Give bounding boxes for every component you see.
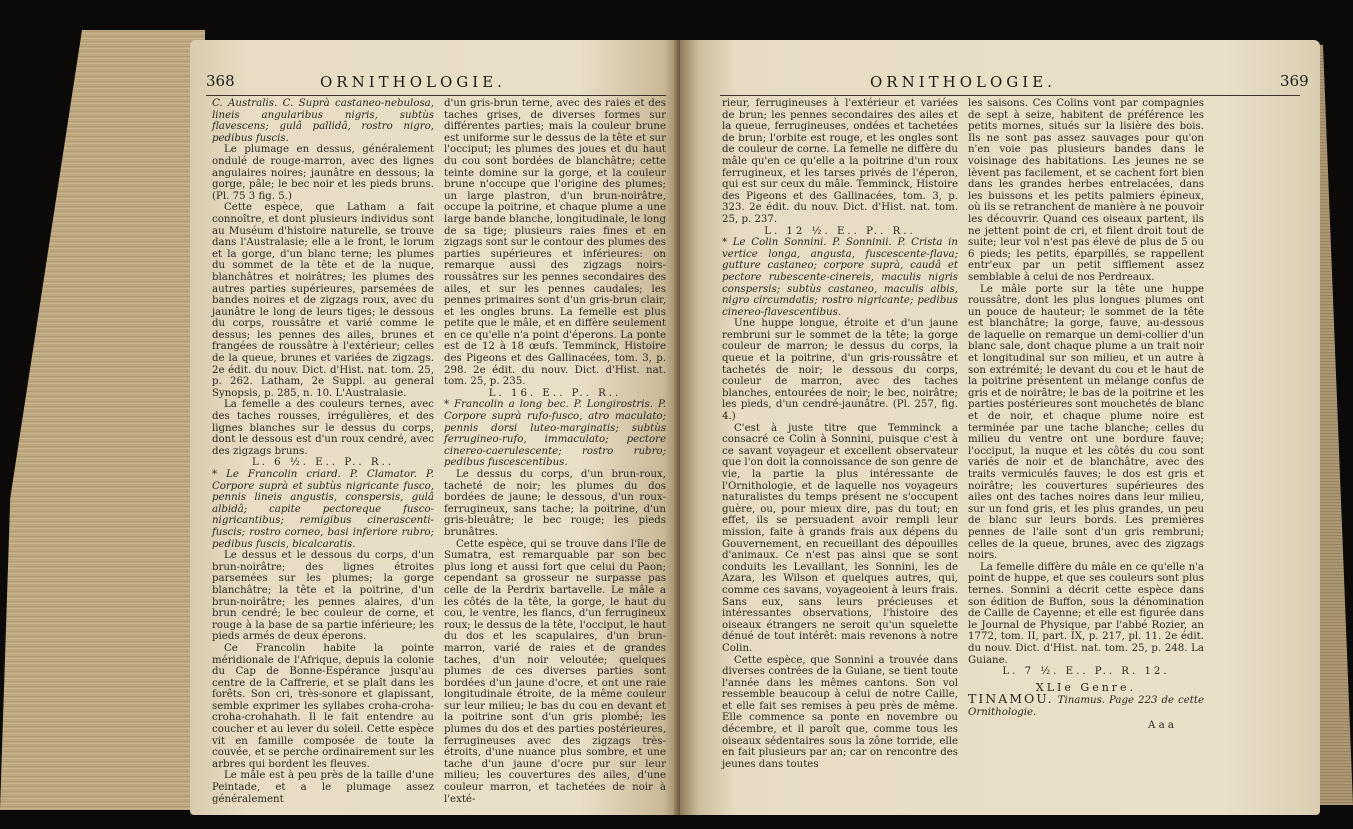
paragraph: La femelle diffère du mâle en ce qu'elle n'a point de huppe, et que ses couleurs sont plus ternes. Sonnini a décrit cette espèce dans son édition de Buffon, sous la dénomination de Caille de Cayenne; et elle est figurée dans le Journal de Physique, par l'abbé Rozier, an 1772, tom. II, part. IX, p. 217, pl. 11. 2e édit. du nouv. Dict. d'Hist. nat. tom. 25, p. 248. La Guiane. (968, 561, 1204, 666)
left-page-number: 368 (206, 72, 235, 90)
tinamou-text: Tinamus. Page 223 de cette Ornithologie. (968, 695, 1204, 718)
paragraph: Une huppe longue, étroite et d'un jaune rembruni sur le sommet de la tête; la gorge couleur de marron; le dessus du corps, la queue et la poitrine, d'un gris-roussâtre et tachetés de noir; le dessous du corps, couleur de marron, avec des taches blanches, entourées de noir; le bec, noirâtre; les pieds, d'un cendré-jaunâtre. (Pl. 257, fig. 4.) (722, 318, 958, 423)
left-header-rule (206, 95, 666, 96)
left-column-1 (212, 98, 434, 805)
tinamou-entry (968, 693, 1204, 718)
left-running-head: ORNITHOLOGIE. (320, 73, 506, 91)
paragraph: les saisons. Ces Colins vont par compagnies de sept à seize, habitent de préférence les petits mornes, situés sur la lisière des bois. Ils ne sont pas assez sauvages pour qu'on n'en voie pas plusieurs bandes dans le voisinage des habitations. Les jeunes ne se lèvent pas facilement, et se cachent fort bien dans les grandes herbes entrelacées, dans les buissons et les petits palmiers épineux, où ils se retranchent de manière à ne pouvoir les découvrir. Quand ces oiseaux partent, ils ne jettent point de cri, et filent droit tout de suite; leur vol n'est pas élevé de plus de 5 ou 6 pieds; les petits, éparpillés, se rappellent entr'eux par un petit sifflement assez semblable à celui de nos Perdreaux. (968, 98, 1204, 283)
paragraph: C. Australis. C. Suprà castaneo-nebulosa, lineis angularibus nigris, subtùs flavescens; gulâ pallidâ, rostro nigro, pedibus fuscis. (212, 98, 434, 144)
right-column-1 (722, 98, 958, 770)
genre-heading: XLIe Genre. (1035, 680, 1137, 694)
signature-mark: A a a (1148, 720, 1174, 732)
right-page-number: 369 (1280, 72, 1309, 90)
paragraph: d'un gris-brun terne, avec des raies et des taches grises, de diverses formes sur différentes parties; mais la couleur brune est uniforme sur le dessus de la tête et sur l'occiput; les plumes des joues et du haut du cou sont bordées de blanchâtre; cette teinte domine sur la gorge, et la couleur brune n'occupe que l'origine des plumes; un large plastron, d'un brun-noirâtre, occupe la poitrine, et chaque plume a une large bande blanche, longitudinale, le long de sa tige; plusieurs raies fines et en zigzags sont sur le contour des plumes des parties supérieures et inférieures: on remarque aussi des zigzags noirs-roussâtres sur les pennes secondaires des ailes, et sur les pennes caudales; les pennes primaires sont d'un gris-brun clair, et les ongles bruns. La femelle est plus petite que le mâle, et en diffère seulement en ce qu'elle n'a point d'éperons. La ponte est de 12 à 18 œufs. Temminck, Histoire des Pigeons et des Gallinacées, tom. 3, p. 298. 2e édit. du nouv. Dict. d'Hist. nat. tom. 25, p. 235. (444, 98, 666, 388)
paragraph: C'est à juste titre que Temminck a consacré ce Colin à Sonnini, puisque c'est à ce savant voyageur et excellent observateur que l'on doit la connoissance de son genre de vie, la partie la plus intéressante de l'Ornithologie, et de laquelle nos voyageurs naturalistes du temps présent ne s'occupent guère, ou, pour mieux dire, pas du tout; en effet, ils se persuadent avoir rempli leur mission, faite à grands frais aux dépens du Gouvernement, en recueillant des dépouilles d'animaux. Ce n'est pas ainsi que se sont conduits les Levaillant, les Sonnini, les de Azara, les Wilson et quelques autres, qui, comme ces savans, voyageoient à leurs frais. Sans eux, sans leurs précieuses et intéressantes observations, l'histoire des oiseaux étrangers ne seroit qu'un squelette dénué de tout intérêt: mais revenons à notre Colin. (722, 422, 958, 654)
measurement-line: L. 7 ½. E.. P.. R. 12. (1002, 666, 1170, 678)
species-heading: * Le Francolin criard. P. Clamator. P. Corpore suprà et subtùs nigricante fusco, pennis lineis angustis, conspersis, gulâ albidâ; capite pectoreque fusco-nigricantibus; remigibus cinerascenti-fuscis; rostro corneo, basi inferiore rubro; pedibus fuscis, bicalcaratis. (212, 469, 434, 550)
species-heading: * Le Colin Sonnini. P. Sonninii. P. Crista in vertice longa, angusta, fuscescente-flava; gutture castaneo; corpore suprà, caudâ et pectore rubescente-cinereis, maculis nigris conspersis; subtùs castaneo, maculis albis, nigro circumdatis; rostro nigricante; pedibus cinereo-flavescentibus. (722, 237, 958, 318)
right-page (680, 40, 1320, 815)
species-heading: * Francolin a long bec. P. Longirostris. P. Corpore suprà rufo-fusco, atro maculato; pennis dorsi luteo-marginatis; subtùs ferrugineo-rufo, immaculato; pectore cinereo-caerulescente; rostro rubro; pedibus fuscescentibus. (444, 399, 666, 469)
paragraph: Cette espèce, qui se trouve dans l'île de Sumatra, est remarquable par son bec plus long et aussi fort que celui du Paon; cependant sa grosseur ne surpasse pas celle de la Perdrix bartavelle. Le mâle a les côtés de la tête, la gorge, le haut du cou, le ventre, les flancs, d'un ferrugineux roux; le dessus de la tête, l'occiput, le haut du dos et les scapulaires, d'un brun-marron, varié de raies et de grandes taches, d'un noir veloutée; quelques plumes de ces diverses parties sont bordées d'un jaune d'ocre, et ont une raie longitudinale étroite, de la même couleur sur leur milieu; le bas du cou en devant et la poitrine sont d'un gris plombé; les plumes du dos et des parties postérieures, ferrugineuses avec des zigzags très-étroits, d'une nuance plus sombre, et une tache d'un jaune d'ocre pur sur leur milieu; les couvertures des ailes, d'une couleur marron, et tachetées de noir à l'exté- (444, 538, 666, 805)
measurement-line: L. 6 ½. E.. P.. R.. (251, 457, 395, 469)
paragraph: Ce Francolin habite la pointe méridionale de l'Afrique, depuis la colonie du Cap de Bonne-Espérance jusqu'au centre de la Caffrerie, et se plaît dans les forêts. Son cri, très-sonore et glapissant, semble exprimer les syllabes croha-croha-croha-crohahath. Il le fait entendre au coucher et au lever du soleil. Cette espèce vit en famille composée de toute la couvée, et se perche ordinairement sur les arbres qui bordent les fleuves. (212, 642, 434, 770)
left-page (190, 40, 678, 815)
paragraph: rieur, ferrugineuses à l'extérieur et variées de brun; les pennes secondaires des ailes et la queue, ferrugineuses, ondées et tachetées de brun; l'orbite est rouge, et les ongles sont de couleur de corne. La femelle ne diffère du mâle qu'en ce qu'elle a la poitrine d'un roux ferrugineux, et les tarses privés de l'éperon, qui est sur ceux du mâle. Temminck, Histoire des Pigeons et des Gallinacées, tom. 3, p. 323. 2e édit. du nouv. Dict. d'Hist. nat. tom. 25, p. 237. (722, 98, 958, 225)
left-column-2 (444, 98, 666, 805)
paragraph: Le dessus du corps, d'un brun-roux, tacheté de noir; les plumes du dos bordées de jaune; le dessous, d'un roux-ferrugineux, sans tache; la poitrine, d'un gris-bleuâtre; le bec rouge; les pieds brunâtres. (444, 469, 666, 538)
paragraph: Le dessus et le dessous du corps, d'un brun-noirâtre; des lignes étroites parsemées sur les plumes; la gorge blanchâtre; la tête et la poitrine, d'un brun-noirâtre; les pennes alaires, d'un brun cendré; le bec couleur de corne, et rouge à la base de sa partie inférieure; les pieds armés de deux éperons. (212, 550, 434, 643)
paragraph: La femelle a des couleurs ternes, avec des taches rousses, irrégulières, et des lignes blanches sur le dessus du corps, dont le dessous est d'un roux cendré, avec des zigzags bruns. (212, 399, 434, 457)
right-header-rule (720, 95, 1300, 96)
tinamou-name: TINAMOU. (968, 691, 1054, 707)
measurement-line: L. 16. E.. P.. R.. (488, 387, 622, 399)
left-page-edges (0, 30, 205, 810)
paragraph: Le mâle est à peu près de la taille d'une Peintade, et a le plumage assez généralement (212, 770, 434, 805)
right-column-2 (968, 98, 1204, 732)
right-running-head: ORNITHOLOGIE. (870, 73, 1056, 91)
paragraph: Le plumage en dessus, généralement ondulé de rouge-marron, avec des lignes angulaires noires; jaunâtre en dessous; la gorge, pâle; le bec noir et les pieds bruns. (Pl. 75 3 fig. 5.) (212, 144, 434, 202)
measurement-line: L. 12 ½. E.. P.. R.. (764, 225, 916, 237)
paragraph: Le mâle porte sur la tête une huppe roussâtre, dont les plus longues plumes ont un pouce de hauteur; le sommet de la tête est blanchâtre; la gorge, fauve, au-dessous de laquelle on remarque un demi-collier d'un blanc sale, dont chaque plume a un trait noir et longitudinal sur son milieu, et un autre à son extrémité; le devant du cou et le haut de la poitrine présentent un mélange confus de gris et de noirâtre; le bas de la poitrine et les parties postérieures sont mouchetés de blanc et de noir, et chaque plume noire est terminée par une tache blanche; celles du milieu du ventre ont une bordure fauve; l'occiput, la nuque et les côtés du cou sont variés de noir et de blanchâtre, avec des traits vermiculés fauves; le dos est gris et noirâtre; les couvertures supérieures des ailes ont des taches noires dans leur milieu, sur un fond gris, et les plus grandes, un peu de blanc sur leurs bords. Les premières pennes de l'aile sont d'un gris rembruni; celles de la queue, brunes, avec des zigzags noirs. (968, 283, 1204, 562)
paragraph: Cette espèce, que Latham a fait connoître, et dont plusieurs individus sont au Muséum d'histoire naturelle, se trouve dans l'Australasie; elle a le front, le lorum et la gorge, d'un blanc terne; les plumes du sommet de la tête et de la nuque, blanchâtres et noirâtres; les plumes des autres parties supérieures, parsemées de bandes noires et de zigzags roux, avec du jaunâtre le long de leurs tiges; le dessous du corps, roussâtre et varié comme le dessus; les pennes des ailes, brunes et frangées de roussâtre à l'extérieur; celles de la queue, brunes et variées de zigzags. 2e édit. du nouv. Dict. d'Hist. nat. tom. 25, p. 262. Latham, 2e Suppl. au general Synopsis, p. 285, n. 10. L'Australasie. (212, 202, 434, 399)
paragraph: Cette espèce, que Sonnini a trouvée dans diverses contrées de la Guiane, se tient toute l'année dans les mêmes cantons. Son vol ressemble beaucoup à celui de notre Caille, et elle fait ses remises à peu près de même. Elle commence sa ponte en novembre ou décembre, et il paroît que, comme tous les oiseaux sédentaires sous la zône torride, elle en fait plusieurs par an; car on rencontre des jeunes dans toutes (722, 654, 958, 770)
